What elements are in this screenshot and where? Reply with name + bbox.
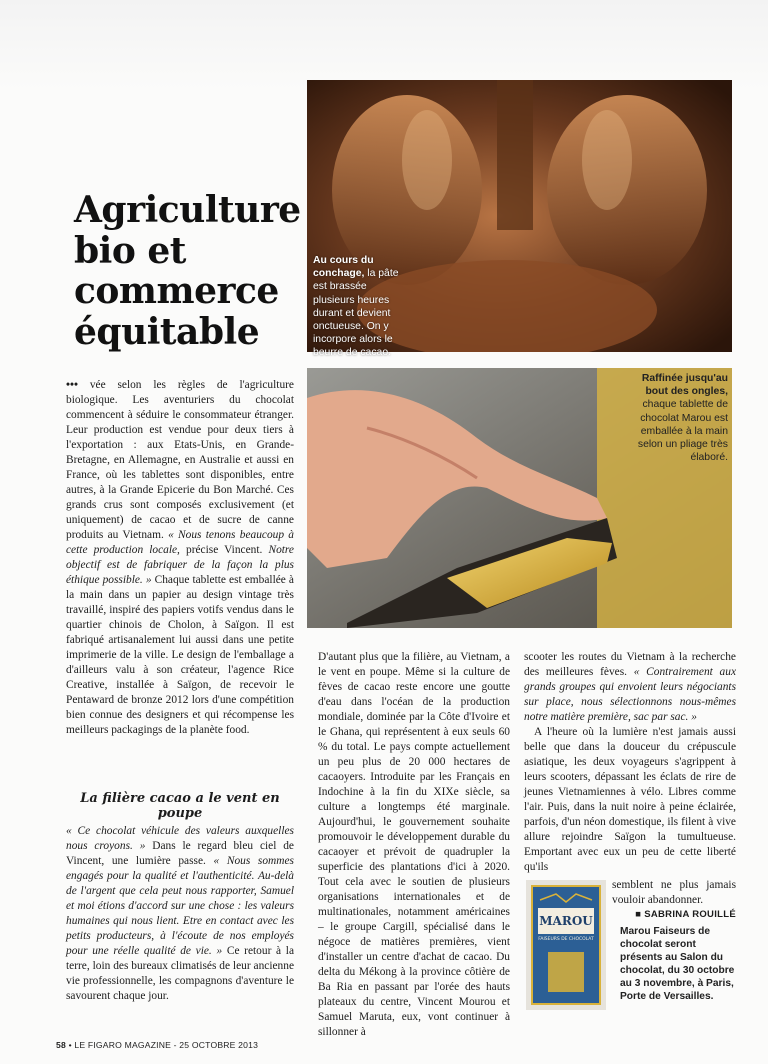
page-number: 58 bbox=[56, 1040, 66, 1050]
body-column-1-bottom bbox=[66, 824, 294, 1004]
conchage-caption bbox=[313, 254, 403, 360]
headline-line: bio et bbox=[74, 229, 186, 272]
section-subhead: La filière cacao a le vent en poupe bbox=[80, 791, 280, 821]
quote: « Nous tenons beaucoup à cette production locale, bbox=[66, 529, 294, 556]
body-text: semblent ne plus jamais vouloir abandonner. bbox=[612, 879, 736, 906]
author-signature: ■ SABRINA ROUILLÉ bbox=[635, 909, 736, 920]
conchage-caption-bold: Au cours du conchage, bbox=[313, 255, 374, 280]
previous-page-bleed bbox=[0, 0, 768, 90]
page-footer bbox=[56, 1040, 258, 1050]
product-brand: MAROU bbox=[539, 914, 593, 928]
body-text: scooter les routes du Vietnam à la recherche des meilleures fèves. bbox=[524, 651, 736, 678]
magazine-name: • LE FIGARO MAGAZINE - 25 OCTOBRE 2013 bbox=[68, 1040, 259, 1050]
headline-line: Agriculture bbox=[74, 189, 301, 231]
body-paragraph bbox=[66, 824, 294, 1004]
article-headline bbox=[74, 190, 299, 352]
body-paragraph bbox=[524, 650, 736, 725]
body-column-1-top bbox=[66, 378, 294, 738]
quote: « Nous sommes engagés pour la qualité et l'authenticité. Au-delà de l'argent que cela peut nous rapporter, Samuel et moi étions d'accord sur une chose : les valeurs humaines qui nous lient. Etre en contact avec les petits producteurs, à l'écoute de nos employés pour une réelle qualité de vie. » bbox=[66, 855, 294, 957]
body-text: précise Vincent. bbox=[186, 544, 263, 556]
product-subtitle: FAISEURS DE CHOCOLAT bbox=[538, 937, 594, 942]
conchage-caption-text: la pâte est brassée plusieurs heures durant et devient onctueuse. On y incorpore alors le beurre de cacao. bbox=[313, 268, 399, 359]
body-text: vée selon les règles de l'agriculture biologique. Les aventuriers du chocolat commencent à séduire le consommateur étranger. Leur production est vendue pour deux tiers à l'exportation : aux Etats-Unis, en Grande-Bretagne, en Allemagne, en Australie et aussi en France, où les tablettes sont disponibles, entre autres, à la Grande Epicerie du Bon Marché. Ces grands crus sont composés exclusivement (et uniquement) de cacao et de sucre de canne produits au Vietnam. bbox=[66, 379, 294, 541]
body-text: Ce retour à la terre, loin des bureaux climatisés de leur ancienne vie professionnelle, les compagnons d'aventure le savourent chaque jour. bbox=[66, 945, 294, 1002]
wrapping-caption bbox=[626, 372, 728, 464]
marou-package-image bbox=[526, 880, 606, 1010]
body-text: A l'heure où la lumière n'est jamais aussi belle que dans la douceur du crépuscule asiatique, les deux voyageurs s'agrippent à leurs scooters, dépassant les éclats de rire de jeunes Vietnamiennes à vélo. Libres comme l'air. Puis, dans la nuit noire à peine éclairée, parfois, d'un néon domestique, ils filent à vive allure rejoindre Saïgon la tumultueuse. Emportant avec eux un peu de cette liberté qu'ils bbox=[524, 726, 736, 873]
wrapping-caption-bold: Raffinée jusqu'au bout des ongles, bbox=[641, 373, 728, 398]
headline-line: équitable bbox=[74, 310, 260, 353]
quote: Notre objectif est de fabriquer de la façon la plus éthique possible. » bbox=[66, 544, 294, 586]
body-text: Chaque tablette est emballée à la main dans un papier au design vintage très travaillé, inspiré des papiers votifs vendus dans le quartier chinois de Cholon, à Saïgon. Il est fabriqué artisanalement lui aussi dans une petite imprimerie de la ville. Le design de l'emballage a d'ailleurs valu à son créateur, l'agence Rice Creative, installée à Saïgon, de recevoir le Pentaward de bronze 2012 lors d'une compétition bien connue des designers et qui récompense les meilleurs packagings de la planète food. bbox=[66, 574, 294, 736]
quote: « Ce chocolat véhicule des valeurs auxquelles nous croyons. » bbox=[66, 825, 294, 852]
body-text: Dans le regard bleu ciel de Vincent, une lumière passe. bbox=[66, 840, 294, 867]
event-info: Marou Faiseurs de chocolat seront présents au Salon du chocolat, du 30 octobre au 3 novembre, à Paris, Porte de Versailles. bbox=[620, 926, 735, 1002]
quote: « Contrairement aux grands groupes qui envoient leurs négociants sur place, nous sélectionnons nous-mêmes notre matière première, sac par sac. » bbox=[524, 666, 736, 723]
headline-line: commerce bbox=[74, 270, 279, 312]
wrapping-caption-text: chaque tablette de chocolat Marou est emballée à la main selon un pliage très élaboré. bbox=[637, 399, 728, 464]
body-column-3-end bbox=[612, 878, 736, 908]
body-column-2 bbox=[318, 650, 510, 1040]
body-column-3 bbox=[524, 650, 736, 875]
continuation-dots: ••• bbox=[66, 379, 78, 391]
body-paragraph bbox=[66, 378, 294, 738]
body-text: D'autant plus que la filière, au Vietnam, a le vent en poupe. Même si la culture de fèves de cacao reste encore une goutte d'eau dans l'océan de la production mondiale, dominée par la Côte d'Ivoire et le Ghana, qui représentent à eux seuls 60 % du total. Le pays compte actuellement un peu plus de 20 000 hectares de cacaoyers. Introduite par les Français en Indochine à la fin du XIXe siècle, sa culture a longtemps été marginale. Aujourd'hui, le gouvernement souhaite promouvoir le développement durable du cacaoyer et prévoit de quadrupler la superficie des plantations d'ici à 2020. Tout cela avec le soutien de plusieurs organisations internationales et de multinationales, notamment américaines – le groupe Cargill, spécialisé dans le négoce de matières premières, vient d'installer un centre d'achat de cacao. Du delta du Mékong à la province côtière de Ba Ria en passant par l'orée des hauts plateaux du centre, Vincent Mourou et Samuel Maruta, eux, vont continuer à sillonner à bbox=[318, 651, 510, 1038]
